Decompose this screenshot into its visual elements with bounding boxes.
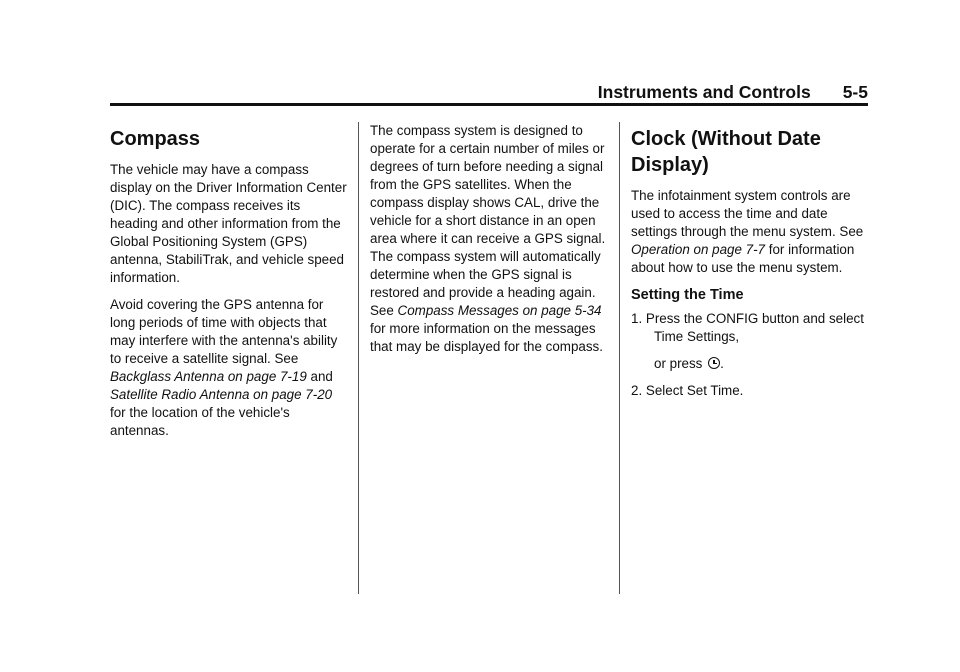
- column-1: [110, 126, 350, 449]
- clock-icon: [708, 357, 720, 369]
- text-run: Avoid covering the GPS antenna for long periods of time with objects that may interfere with the antenna's ability to receive a satellite signal. See: [110, 297, 338, 366]
- clock-heading: Clock (Without Date Display): [631, 128, 821, 176]
- column-divider-1: [358, 122, 359, 594]
- text-run: .: [720, 356, 724, 371]
- section-title: Instruments and Controls: [597, 82, 811, 102]
- setting-time-subheading: Setting the Time: [631, 287, 744, 303]
- text-run: for information about how to use the menu system.: [631, 242, 855, 275]
- page-header: [110, 82, 868, 102]
- step-1-continued: [631, 355, 871, 373]
- page-number: 5-5: [842, 82, 868, 102]
- text-run: for the location of the vehicle's antennas.: [110, 405, 290, 438]
- backglass-antenna-link[interactable]: Backglass Antenna on page 7-19: [110, 369, 307, 384]
- satellite-radio-antenna-link[interactable]: Satellite Radio Antenna on page 7-20: [110, 387, 333, 402]
- text-run: or press: [654, 356, 707, 371]
- header-rule: [110, 103, 868, 106]
- column-divider-2: [619, 122, 620, 594]
- text-run: and: [306, 369, 333, 384]
- column-2: [370, 122, 610, 365]
- text-run: The infotainment system controls are used to access the time and date settings through the menu system. See: [631, 188, 864, 239]
- step-2: 2. Select Set Time.: [631, 383, 744, 398]
- column-3: [631, 126, 871, 409]
- compass-paragraph-3: [370, 122, 610, 356]
- operation-link[interactable]: Operation on page 7-7: [631, 242, 766, 257]
- compass-messages-link[interactable]: Compass Messages on page 5-34: [397, 303, 602, 318]
- compass-paragraph-2: [110, 296, 350, 440]
- text-run: for more information on the messages that may be displayed for the compass.: [370, 321, 603, 354]
- step-1: 1. Press the CONFIG button and select Time Settings,: [631, 311, 864, 344]
- text-run: The compass system is designed to operate for a certain number of miles or degrees of turn before needing a signal from the GPS satellites. When the compass display shows CAL, drive the vehicle for a short distance in an open area where it can receive a GPS signal. The compass system will automatically determine when the GPS signal is restored and provide a heading again. See: [370, 123, 606, 318]
- compass-heading: Compass: [110, 128, 201, 150]
- clock-paragraph-1: [631, 187, 871, 277]
- compass-paragraph-1: The vehicle may have a compass display on the Driver Information Center (DIC). The compass receives its heading and other information from the Global Positioning System (GPS) antenna, StabiliTrak, and vehicle speed information.: [110, 162, 347, 285]
